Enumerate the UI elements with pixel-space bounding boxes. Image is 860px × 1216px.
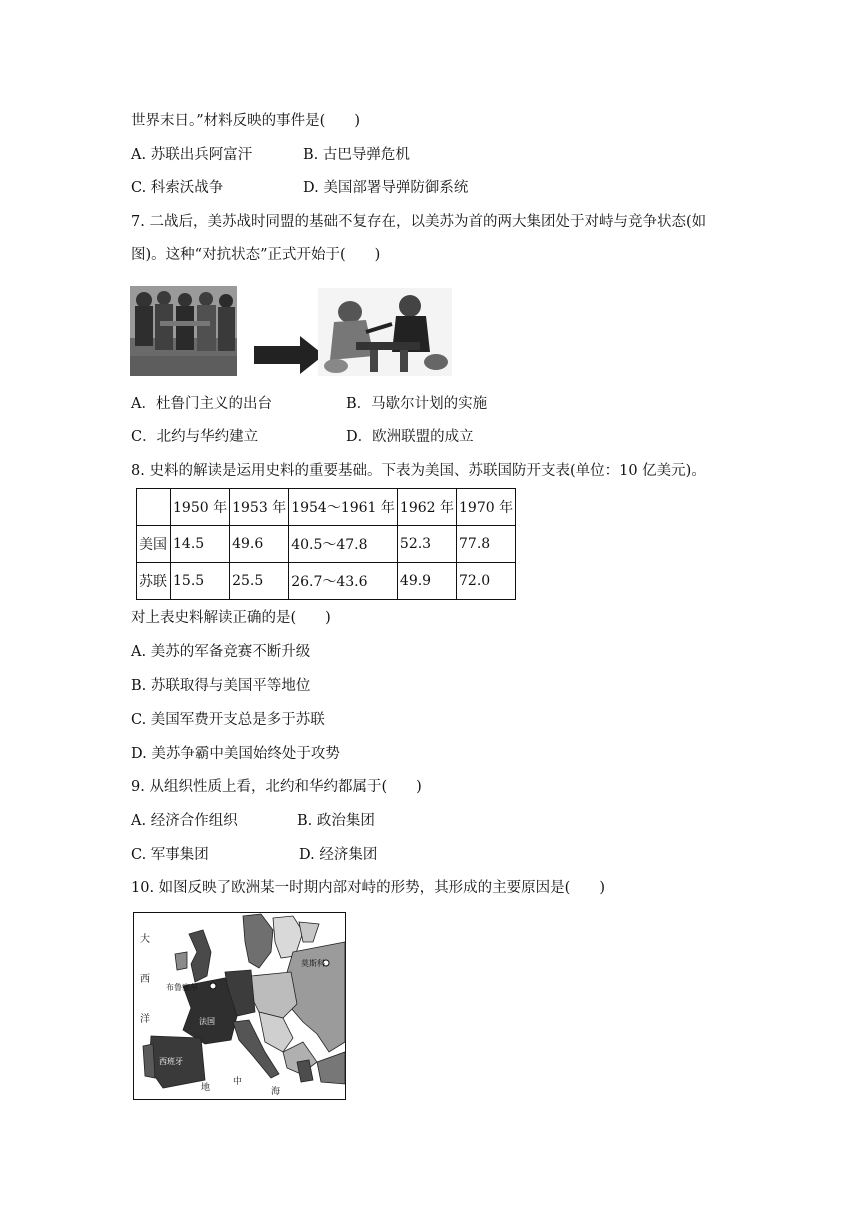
table-cell: 苏联 xyxy=(137,563,171,600)
table-row xyxy=(137,526,516,563)
table-cell: 26.7～43.6 xyxy=(289,563,398,600)
arrow-right-icon xyxy=(254,336,324,374)
map-label-sea: 地 xyxy=(201,1083,211,1093)
table-header-cell: 1953 年 xyxy=(230,489,289,526)
table-row xyxy=(137,563,516,600)
table-header-cell: 1970 年 xyxy=(457,489,516,526)
map-label-france: 法国 xyxy=(199,1017,215,1026)
map-label-ocean: 西 xyxy=(140,974,150,985)
defense-spending-table xyxy=(136,488,516,600)
map-label-moscow: 莫斯科 xyxy=(301,959,325,968)
map-label-sea: 中 xyxy=(233,1077,243,1087)
map-label-brussels: 布鲁塞尔 xyxy=(166,983,198,992)
table-cell: 49.6 xyxy=(230,526,289,563)
q7-option-a[interactable]: A．杜鲁门主义的出台 xyxy=(131,396,272,412)
table-header-row xyxy=(137,489,516,526)
q7-stem-line2: 图)。这种“对抗状态”正式开始于( ) xyxy=(131,247,381,263)
table-cell xyxy=(137,489,171,526)
table-cell: 14.5 xyxy=(171,526,230,563)
q10-stem: 10. 如图反映了欧洲某一时期内部对峙的形势，其形成的主要原因是( ) xyxy=(131,880,605,896)
q7-stem-line1: 7. 二战后，美苏战时同盟的基础不复存在，以美苏为首的两大集团处于对峙与竞争状态(如 xyxy=(131,214,707,230)
q7-illustration xyxy=(130,286,452,378)
q6-option-b[interactable]: B. 古巴导弹危机 xyxy=(303,147,410,163)
q9-option-d[interactable]: D. 经济集团 xyxy=(299,847,378,863)
europe-map xyxy=(133,912,346,1100)
q9-stem: 9. 从组织性质上看，北约和华约都属于( ) xyxy=(131,779,422,795)
q6-stem-tail: 世界末日。”材料反映的事件是( ) xyxy=(131,113,360,129)
q7-option-b[interactable]: B．马歇尔计划的实施 xyxy=(346,396,488,412)
q8-prompt: 对上表史料解读正确的是( ) xyxy=(131,610,331,626)
table-cell: 15.5 xyxy=(171,563,230,600)
q8-option-c[interactable]: C. 美国军费开支总是多于苏联 xyxy=(131,712,325,728)
q8-option-a[interactable]: A. 美苏的军备竞赛不断升级 xyxy=(131,644,311,660)
q9-option-b[interactable]: B. 政治集团 xyxy=(297,813,375,829)
table-cell: 40.5～47.8 xyxy=(289,526,398,563)
q8-option-b[interactable]: B. 苏联取得与美国平等地位 xyxy=(131,678,311,694)
map-label-sea: 海 xyxy=(271,1087,281,1097)
q6-option-d[interactable]: D. 美国部署导弹防御系统 xyxy=(303,180,469,196)
table-cell: 25.5 xyxy=(230,563,289,600)
map-label-ocean: 大 xyxy=(140,934,150,945)
table-cell: 77.8 xyxy=(457,526,516,563)
soldiers-photo xyxy=(130,286,237,376)
table-header-cell: 1962 年 xyxy=(397,489,456,526)
q9-option-c[interactable]: C. 军事集团 xyxy=(131,847,209,863)
map-label-spain: 西班牙 xyxy=(159,1057,183,1066)
q6-option-a[interactable]: A. 苏联出兵阿富汗 xyxy=(131,147,253,163)
table-cell: 52.3 xyxy=(397,526,456,563)
arm-wrestling-cartoon xyxy=(318,288,452,376)
q7-option-d[interactable]: D．欧洲联盟的成立 xyxy=(346,429,474,445)
q8-option-d[interactable]: D. 美苏争霸中美国始终处于攻势 xyxy=(131,746,340,762)
map-label-ocean: 洋 xyxy=(140,1014,150,1025)
table-header-cell: 1954～1961 年 xyxy=(289,489,398,526)
q7-option-c[interactable]: C．北约与华约建立 xyxy=(131,429,259,445)
q8-stem: 8. 史料的解读是运用史料的重要基础。下表为美国、苏联国防开支表(单位：10 亿美元)。 xyxy=(131,463,706,479)
q9-option-a[interactable]: A. 经济合作组织 xyxy=(131,813,238,829)
table-header-cell: 1950 年 xyxy=(171,489,230,526)
table-cell: 49.9 xyxy=(397,563,456,600)
table-cell: 美国 xyxy=(137,526,171,563)
table-cell: 72.0 xyxy=(457,563,516,600)
q6-option-c[interactable]: C. 科索沃战争 xyxy=(131,180,224,196)
